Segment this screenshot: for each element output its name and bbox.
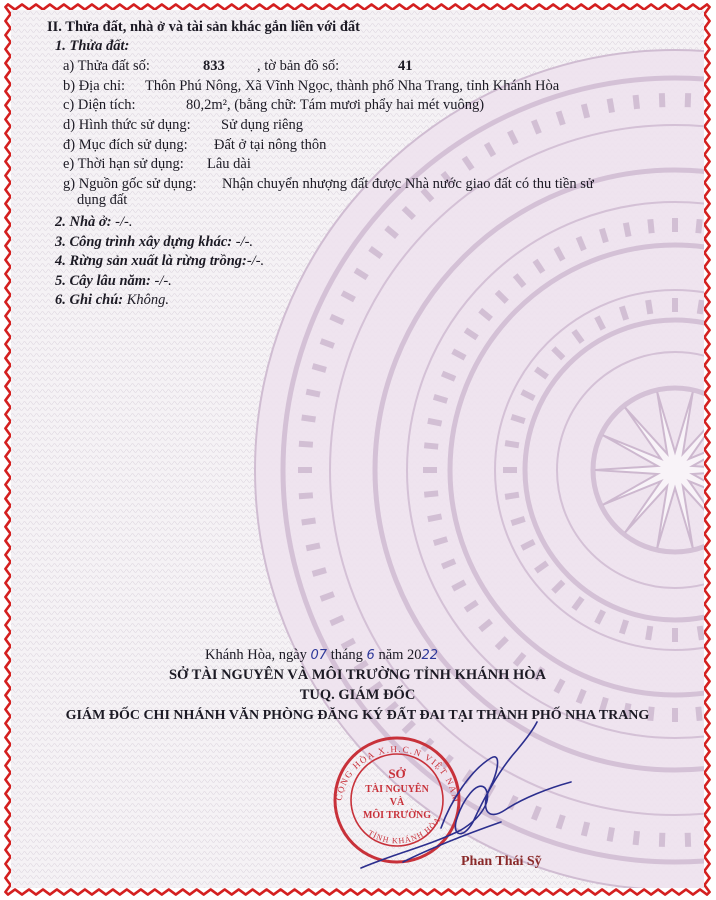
item-house-value: -/-. (115, 214, 133, 230)
item-other-works-label: 3. Công trình xây dựng khác: (55, 234, 233, 250)
item-note-label: 6. Ghi chú: (55, 292, 124, 308)
document-body (11, 10, 704, 888)
seal-center-line1: SỞ (388, 766, 406, 781)
seal-center-line4: MÔI TRƯỜNG (362, 810, 432, 821)
address-label: b) Địa chỉ: (63, 78, 126, 94)
item-note-value: Không. (126, 292, 170, 308)
item-forest-label: 4. Rừng sản xuất là rừng trồng: (55, 253, 247, 269)
map-sheet-label: , tờ bản đồ số: (257, 58, 340, 74)
origin-value-line1: Nhận chuyển nhượng đất được Nhà nước giao đất có thu tiền sử (222, 176, 594, 192)
org-name: SỞ TÀI NGUYÊN VÀ MÔI TRƯỜNG TỈNH KHÁNH HÒA (168, 667, 547, 683)
seal-center-line3: VÀ (389, 797, 405, 808)
origin-label: g) Nguồn gốc sử dụng: (63, 176, 197, 192)
parcel-number-label: a) Thửa đất số: (63, 58, 150, 74)
seal-and-signature (11, 10, 704, 888)
item-house-label: 2. Nhà ở: (55, 214, 112, 230)
date-prefix: Khánh Hòa, ngày (205, 647, 307, 663)
area-value: 80,2m², (bằng chữ: Tám mươi phẩy hai mét vuông) (186, 97, 485, 113)
date-year-label: năm 20 (378, 647, 422, 663)
map-sheet-value: 41 (398, 58, 413, 74)
purpose-label: đ) Mục đích sử dụng: (63, 137, 188, 153)
date-month: 6 (366, 648, 375, 663)
origin-value-line2: dụng đất (77, 192, 128, 208)
document-content (11, 10, 704, 888)
address-value: Thôn Phú Nông, Xã Vĩnh Ngọc, thành phố Nha Trang, tỉnh Khánh Hòa (145, 78, 560, 94)
section-title: II. Thửa đất, nhà ở và tài sản khác gắn liền với đất (47, 19, 360, 35)
item-forest-value: -/-. (246, 253, 265, 269)
official-seal (333, 738, 460, 862)
item-perennial-label: 5. Cây lâu năm: (55, 273, 151, 289)
land-heading: 1. Thửa đất: (55, 38, 130, 54)
date-month-label: tháng (330, 647, 363, 663)
org-director-title: GIÁM ĐỐC CHI NHÁNH VĂN PHÒNG ĐĂNG KÝ ĐẤT ĐAI TẠI THÀNH PHỐ NHA TRANG (65, 708, 650, 723)
org-authority: TUQ. GIÁM ĐỐC (299, 687, 416, 703)
signer-name: Phan Thái Sỹ (461, 854, 542, 869)
date-day: 07 (310, 648, 328, 663)
seal-ring-text: CỘNG HÒA X.H.C.N VIỆT NAM (333, 743, 461, 805)
use-form-value: Sử dụng riêng (221, 117, 303, 133)
seal-center-line2: TÀI NGUYÊN (365, 784, 429, 795)
seal-bottom-text: TỈNH KHÁNH HÒA (366, 815, 443, 846)
area-label: c) Diện tích: (63, 97, 136, 113)
term-label: e) Thời hạn sử dụng: (63, 156, 184, 172)
use-form-label: d) Hình thức sử dụng: (63, 117, 191, 133)
item-perennial-value: -/-. (154, 273, 172, 289)
parcel-number-value: 833 (203, 58, 225, 74)
term-value: Lâu dài (207, 156, 251, 172)
purpose-value: Đất ở tại nông thôn (214, 137, 327, 153)
item-other-works-value: -/-. (235, 234, 254, 250)
date-year-suffix: 22 (421, 648, 439, 663)
